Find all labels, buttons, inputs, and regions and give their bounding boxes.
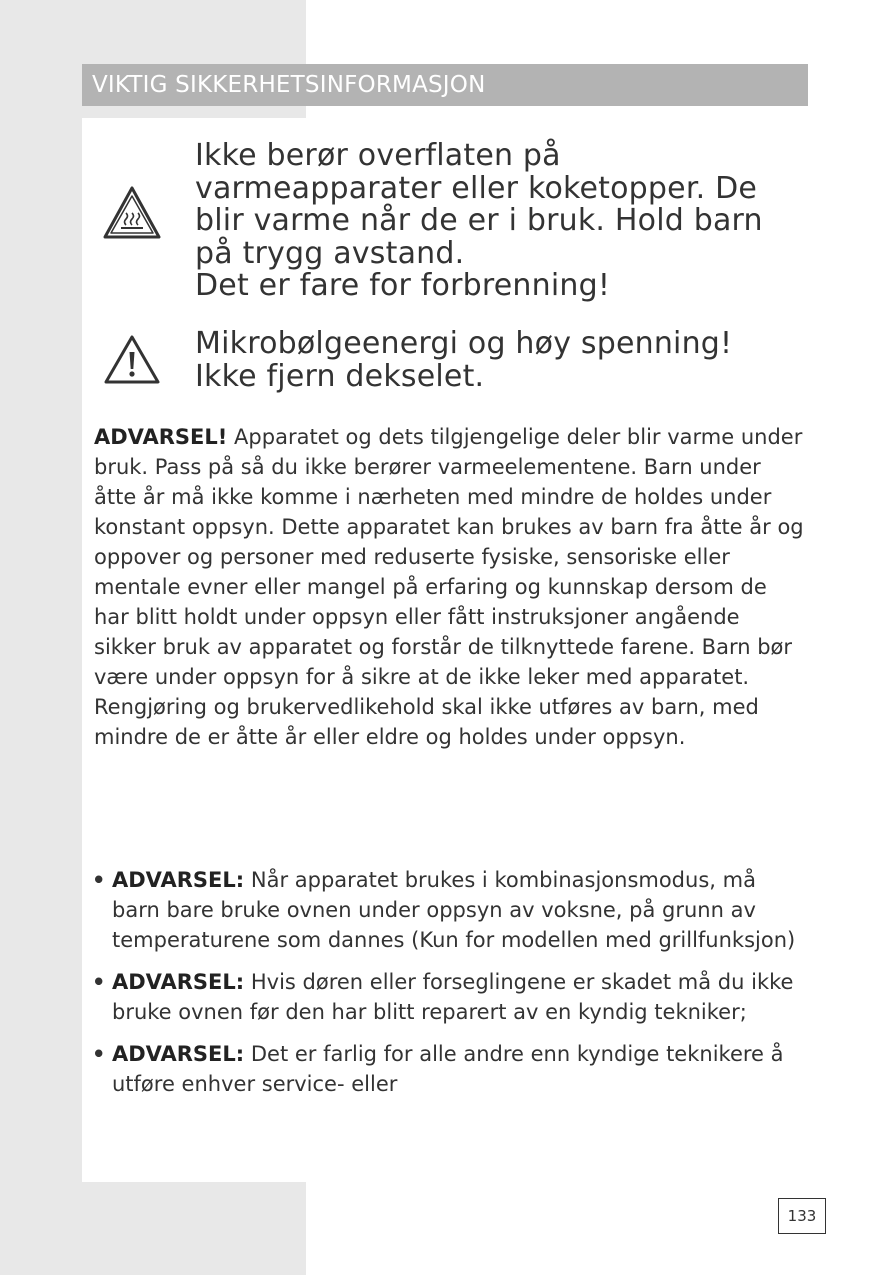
bullet-label: ADVARSEL: bbox=[112, 970, 245, 994]
microwave-warning-text: Mikrobølgeenergi og høy spenning! Ikke fjern dekselet. bbox=[195, 326, 733, 394]
section-header: VIKTIG SIKKERHETSINFORMASJON bbox=[82, 64, 808, 106]
hot-surface-warning-icon bbox=[102, 185, 162, 245]
bullet-label: ADVARSEL: bbox=[112, 1042, 245, 1066]
list-item bbox=[92, 967, 804, 1027]
hot-surface-warning bbox=[82, 140, 808, 310]
warning-paragraph-text: Apparatet og dets tilgjengelige deler blir varme under bruk. Pass på så du ikke berører varmeelementene. Barn under åtte år må ikke komme i nærheten med mindre de holdes under konstant oppsyn. Dette apparatet kan brukes av barn fra åtte år og oppover og personer med reduserte fysiske, sensoriske eller mentale evner eller mangel på erfaring og kunnskap dersom de har blitt holdt under oppsyn eller fått instruksjoner angående sikker bruk av apparatet og forstår de tilknyttede farene. Barn bør være under oppsyn for å sikre at de ikke leker med apparatet. Rengjøring og brukervedlikehold skal ikke utføres av barn, med mindre de er åtte år eller eldre og holdes under oppsyn. bbox=[94, 425, 804, 749]
page-number: 133 bbox=[778, 1198, 826, 1234]
bullet-text: Hvis døren eller forseglingene er skadet må du ikke bruke ovnen før den har blitt reparert av en kyndig tekniker; bbox=[112, 970, 794, 1024]
bullet-text: Det er farlig for alle andre enn kyndige teknikere å utføre enhver service- eller bbox=[112, 1042, 784, 1096]
list-item bbox=[92, 865, 804, 955]
bullet-glyph: • bbox=[92, 970, 106, 994]
hot-surface-warning-text: Ikke berør overflaten på varmeapparater eller koketopper. De blir varme når de er i bruk. Hold barn på trygg avstand. Det er fare for forbrenning! bbox=[195, 138, 763, 303]
bullet-glyph: • bbox=[92, 1042, 106, 1066]
bullet-text: Når apparatet brukes i kombinasjonsmodus, må barn bare bruke ovnen under oppsyn av voksne, på grunn av temperaturene som dannes (Kun for modellen med grillfunksjon) bbox=[112, 868, 796, 952]
warning-list bbox=[92, 865, 804, 1111]
list-item bbox=[92, 1039, 804, 1099]
bullet-glyph: • bbox=[92, 868, 106, 892]
bullet-label: ADVARSEL: bbox=[112, 868, 245, 892]
warning-label: ADVARSEL! bbox=[94, 425, 228, 449]
exclamation-warning-icon bbox=[102, 332, 162, 392]
warning-paragraph bbox=[94, 422, 804, 752]
microwave-warning bbox=[82, 328, 808, 398]
